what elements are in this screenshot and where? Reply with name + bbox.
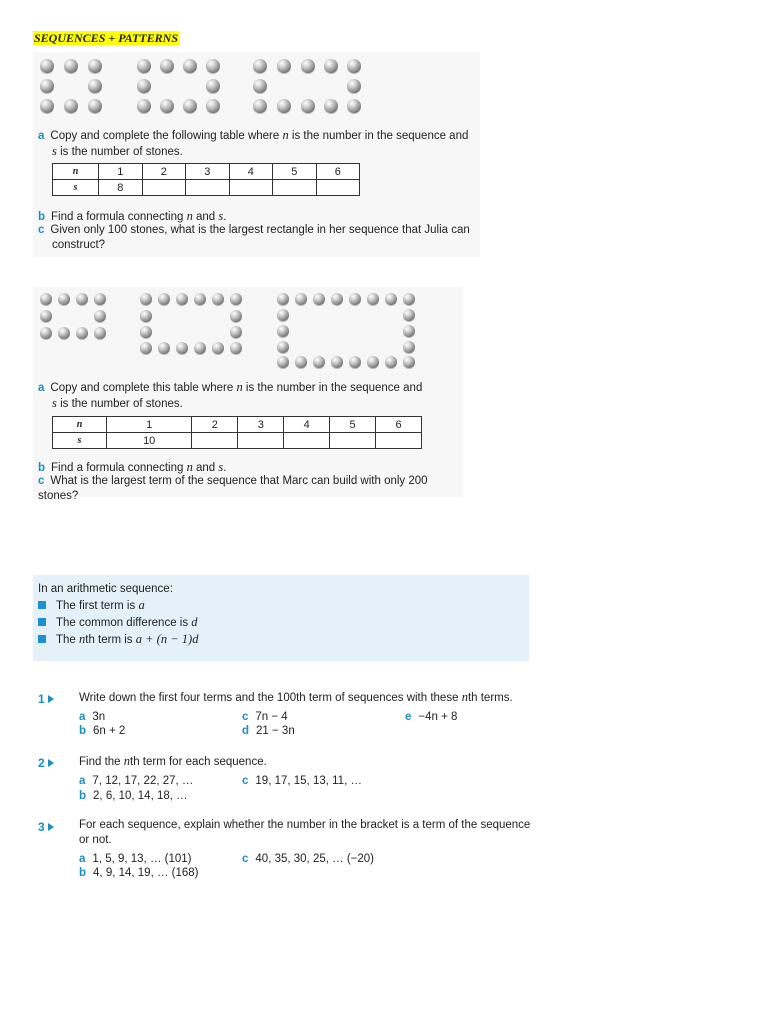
stone [331,293,343,305]
stone [253,79,267,93]
stone [88,79,102,93]
stone [367,293,379,305]
info-heading: In an arithmetic sequence: [38,583,173,595]
stone [277,341,289,353]
stone [230,326,242,338]
q2-text-2: th term for each sequence. [130,756,267,768]
table-cell: 1 [99,164,143,180]
stone [385,356,397,368]
stone [403,356,415,368]
part2-a-label: a [38,382,45,394]
info-text: The first term is [56,600,139,612]
var-d: d [191,615,198,629]
q1-item-e [405,710,457,725]
stone [140,342,152,354]
stone [194,293,206,305]
item-label: a [79,711,86,723]
stone [367,356,379,368]
table-cell [284,433,330,449]
info-text: th term is [85,634,136,646]
q3-text: For each sequence, explain whether the number in the bracket is a term of the sequence [79,819,531,831]
info-text: The common difference is [56,617,192,629]
stone [137,79,151,93]
item-text: 7, 12, 17, 22, 27, … [92,775,194,787]
part2-b-label: b [38,462,46,474]
part1-a-text: Copy and complete the following table where [50,130,283,142]
stone [140,310,152,322]
part2-c-label: c [38,475,45,487]
stone [403,325,415,337]
part1-question-a [38,128,478,160]
var-n: n [79,632,86,646]
question-number: 2 [38,756,45,770]
square-bullet-icon [38,618,46,626]
part2-b-end: . [223,462,227,474]
var-a: a [138,598,145,612]
question-number: 1 [38,692,45,706]
stone [349,293,361,305]
stone [385,293,397,305]
stone [194,342,206,354]
stone [160,59,174,73]
stone [403,293,415,305]
document-title: SEQUENCES + PATTERNS [34,31,178,45]
play-arrow-icon [48,823,54,831]
stone [137,59,151,73]
table-cell [229,180,273,196]
stone [295,293,307,305]
table-cell: 10 [107,433,192,449]
table-row [53,180,360,196]
question-number: 3 [38,820,45,834]
table-header-s: s [53,180,99,196]
item-label: c [242,853,249,865]
item-text: −4n + 8 [418,711,458,723]
question-3-number [38,818,54,836]
stone [277,293,289,305]
question-2-text [79,754,529,770]
part1-c-text-2: construct? [52,239,106,251]
stone [58,293,70,305]
part2-table [52,416,422,449]
item-label: c [242,775,249,787]
table-cell: 8 [99,180,143,196]
table-cell [316,180,360,196]
stone [158,293,170,305]
item-text: 2, 6, 10, 14, 18, … [93,790,188,802]
table-cell: 3 [186,164,230,180]
part2-b-and: and [192,462,219,474]
stone [253,59,267,73]
stone [64,99,78,113]
item-label: b [79,790,87,802]
part2-b-text: Find a formula connecting [51,462,187,474]
var-s: s [218,209,224,223]
stone [40,99,54,113]
part1-a-text-3: is the number of stones. [56,146,183,158]
stone [94,293,106,305]
stone [301,59,315,73]
var-s: s [52,144,57,158]
part1-table [52,163,360,196]
stone [176,342,188,354]
table-cell [273,180,317,196]
stone [88,99,102,113]
item-text: 21 − 3n [256,725,295,737]
stone [64,59,78,73]
table-cell: 5 [330,417,376,433]
q3-item-c [242,852,374,867]
stone [331,356,343,368]
stone [347,99,361,113]
square-bullet-icon [38,601,46,609]
stone [206,79,220,93]
item-text: 4, 9, 14, 19, … (168) [93,867,199,879]
stone [277,99,291,113]
part1-b-text: Find a formula connecting [51,211,187,223]
stone [212,293,224,305]
item-label: b [79,867,87,879]
part1-b-end: . [223,211,227,223]
stone [347,59,361,73]
stone [94,310,106,322]
square-bullet-icon [38,635,46,643]
item-text: 6n + 2 [93,725,126,737]
q1-item-a [79,710,105,725]
table-cell: 4 [284,417,330,433]
q1-text: Write down the first four terms and the 100th term of sequences with these [79,692,462,704]
stone [40,327,52,339]
item-label: c [242,711,249,723]
info-bullet-2 [38,615,198,631]
table-row [53,164,360,180]
table-cell: 5 [273,164,317,180]
stone [212,342,224,354]
nth-term-formula: a + (n − 1)d [135,632,199,646]
item-text: 1, 5, 9, 13, … (101) [92,853,192,865]
item-label: e [405,711,412,723]
stone [206,99,220,113]
table-cell [330,433,376,449]
stone [277,309,289,321]
var-n: n [123,754,130,768]
info-bullet-1 [38,598,145,614]
var-n: n [236,380,243,394]
var-n: n [186,460,193,474]
q1-item-d [242,724,295,739]
table-header-n: n [53,164,99,180]
stone [94,327,106,339]
table-cell [238,433,284,449]
stone [277,356,289,368]
part2-c-text: What is the largest term of the sequence that Marc can build with only 200 stones? [38,475,428,502]
item-text: 3n [92,711,106,723]
part2-a-text-3: is the number of stones. [56,398,183,410]
stone [324,99,338,113]
question-2-number [38,754,54,772]
q1-item-b [79,724,125,739]
stone [403,309,415,321]
var-s: s [218,460,224,474]
q1-item-c [242,710,288,725]
part2-question-c [38,474,468,504]
part2-a-text-2: is the number in the sequence and [242,382,423,394]
var-s: s [52,396,57,410]
q2-item-b [79,789,188,804]
stone [158,342,170,354]
play-arrow-icon [48,759,54,767]
q3-text-2: or not. [79,834,112,846]
part1-c-label: c [38,224,45,236]
item-label: d [242,725,250,737]
table-cell [376,433,422,449]
stone [76,293,88,305]
table-header-s: s [53,433,107,449]
q3-item-b [79,866,199,881]
table-cell: 1 [107,417,192,433]
stone [76,327,88,339]
item-text: 7n − 4 [255,711,288,723]
item-label: a [79,775,86,787]
question-1-text [79,690,529,706]
stone [58,327,70,339]
stone [301,99,315,113]
stone [183,59,197,73]
item-label: b [79,725,87,737]
stone [176,293,188,305]
table-header-n: n [53,417,107,433]
var-n: n [186,209,193,223]
stone [160,99,174,113]
stone [313,293,325,305]
part1-a-label: a [38,130,45,142]
stone [140,293,152,305]
question-1-number [38,690,54,708]
table-cell: 4 [229,164,273,180]
part1-a-text-2: is the number in the sequence and [288,130,469,142]
table-cell [192,433,238,449]
q2-item-c [242,774,362,789]
stone [140,326,152,338]
item-text: 40, 35, 30, 25, … (−20) [255,853,374,865]
stone [40,293,52,305]
table-row [53,433,422,449]
table-cell: 6 [376,417,422,433]
table-cell: 6 [316,164,360,180]
stone [277,325,289,337]
play-arrow-icon [48,695,54,703]
info-text: The [56,634,80,646]
table-cell [186,180,230,196]
table-cell: 3 [238,417,284,433]
table-cell: 2 [142,164,186,180]
info-bullet-3 [38,632,198,648]
stone [403,341,415,353]
part2-question-a [38,380,458,412]
stone [313,356,325,368]
stone [347,79,361,93]
stone [206,59,220,73]
stone [349,356,361,368]
stone [230,342,242,354]
part1-c-text: Given only 100 stones, what is the largest rectangle in her sequence that Julia can [50,224,470,236]
part1-b-and: and [192,211,219,223]
table-cell [142,180,186,196]
part1-b-label: b [38,211,46,223]
stone [253,99,267,113]
table-row [53,417,422,433]
stone [40,59,54,73]
part2-a-text: Copy and complete this table where [50,382,237,394]
var-n: n [461,690,468,704]
stone [137,99,151,113]
var-n: n [282,128,289,142]
item-label: a [79,853,86,865]
part1-question-c [38,223,483,253]
question-3-text [79,818,534,848]
item-text: 19, 17, 15, 13, 11, … [255,775,362,787]
q2-text: Find the [79,756,124,768]
stone [88,59,102,73]
stone [230,293,242,305]
stone [230,310,242,322]
table-cell: 2 [192,417,238,433]
q3-item-a [79,852,192,867]
stone [324,59,338,73]
q2-item-a [79,774,193,789]
stone [295,356,307,368]
stone [277,59,291,73]
q1-text-2: th terms. [467,692,513,704]
stone [183,99,197,113]
stone [40,310,52,322]
stone [40,79,54,93]
